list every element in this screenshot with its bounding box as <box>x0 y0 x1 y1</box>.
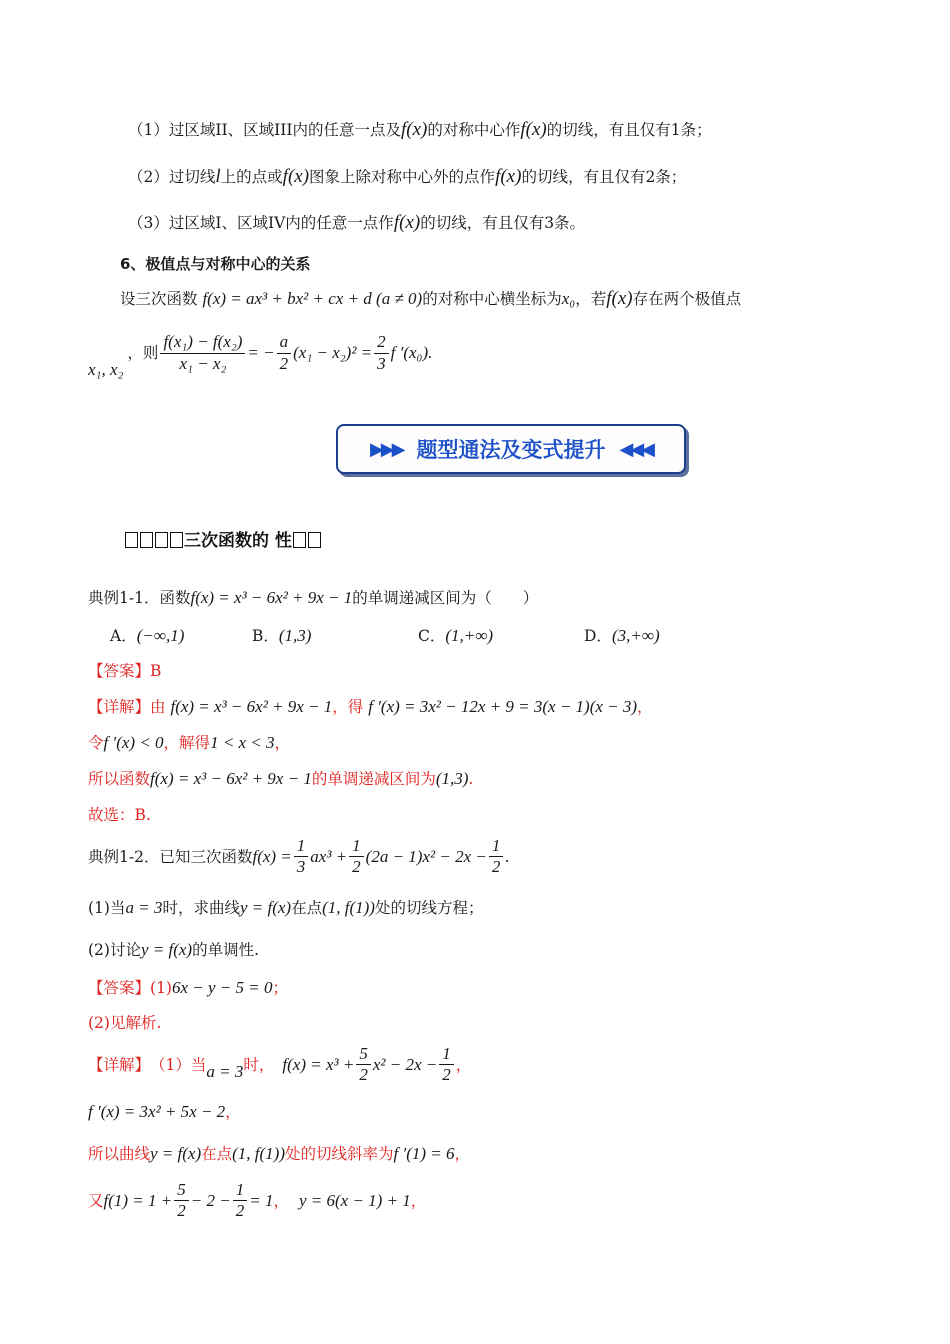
difference-quotient: $\frac{\text{f(x₁) − f(x₂)}}{\text{x₁ − x₂}}$ <box>160 332 245 374</box>
math-fx: f(x) <box>282 166 310 187</box>
example-1-2-part-1: (1)当a = 3时，求曲线y = f(x)在点(1, f(1))处的切线方程； <box>88 898 484 917</box>
example-1-2-detail-3: 所以曲线y = f(x)在点(1, f(1))处的切线斜率为f ′(1) = 6， <box>88 1144 471 1163</box>
example-1-2-answer-2: (2)见解析. <box>88 1014 162 1032</box>
example-1-1-answer: 【答案】B <box>88 662 162 680</box>
example-1-2-question: 典例1-2．已知三次函数 f(x) = $\frac{1}{3}$ ax³ + $\frac{1}{2}$ (2a − 1)x² − 2x − $\frac{1}{2}$ . <box>88 836 510 877</box>
math-fx: f(x) <box>393 212 421 233</box>
banner-title: 题型通法及变式提升 <box>416 438 606 462</box>
topic-heading: 三次函数的 性 <box>124 526 322 551</box>
item-1: （1）过区域II、区域III内的任意一点及f(x)的对称中心作f(x)的切线，有且仅有1条； <box>128 119 712 140</box>
section-6-para-1: 设三次函数 f(x) = ax³ + bx² + cx + d (a ≠ 0)的对称中心横坐标为x₀，若f(x)存在两个极值点 <box>120 288 742 309</box>
section-6-title: 6、极值点与对称中心的关系 <box>120 255 311 273</box>
missing-glyph-icon <box>140 532 153 548</box>
example-1-2-part-2: (2)讨论y = f(x)的单调性. <box>88 940 260 959</box>
example-1-1-detail-3: 所以函数f(x) = x³ − 6x² + 9x − 1的单调递减区间为(1,3). <box>88 769 474 788</box>
example-1-2-answer: 【答案】(1)6x − y − 5 = 0； <box>88 978 289 997</box>
right-arrows-icon: ▶▶▶ <box>369 438 403 460</box>
option-b: B．(1,3) <box>252 626 312 645</box>
math-fx: f(x) <box>400 119 428 140</box>
example-1-1-detail-1: 【详解】由 f(x) = x³ − 6x² + 9x − 1，得 f ′(x) = 3x² − 12x + 9 = 3(x − 1)(x − 3)， <box>88 697 653 716</box>
example-1-1-conclusion: 故选：B. <box>88 806 151 824</box>
missing-glyph-icon <box>125 532 138 548</box>
example-1-1-question: 典例1-1．函数f(x) = x³ − 6x² + 9x − 1的单调递减区间为（ ） <box>88 588 539 607</box>
math-fx: f(x) <box>495 166 522 187</box>
option-c: C．(1,+∞) <box>418 626 494 645</box>
missing-glyph-icon <box>308 532 321 548</box>
example-1-2-detail-4: 又 f(1) = 1 + $\frac{5}{2}$ − 2 − $\frac{1}{2}$ = 1 ， y = 6(x − 1) + 1 ， <box>88 1180 427 1221</box>
left-arrows-icon: ◀◀◀ <box>619 438 653 460</box>
section-banner <box>336 424 686 474</box>
option-d: D．(3,+∞) <box>584 626 660 645</box>
missing-glyph-icon <box>155 532 168 548</box>
math-l: l <box>215 166 221 187</box>
example-1-2-detail-2: f ′(x) = 3x² + 5x − 2， <box>88 1102 241 1121</box>
example-1-2-detail-1: 【详解】 （1）当 a = 3 时， f(x) = x³ + $\frac{5}{2}$ x² − 2x − $\frac{1}{2}$ ， <box>88 1044 472 1085</box>
missing-glyph-icon <box>170 532 183 548</box>
option-a: A．(−∞,1) <box>110 626 185 645</box>
item-2: （2）过切线l上的点或f(x)图象上除对称中心外的点作f(x)的切线，有且仅有2条； <box>128 166 687 187</box>
section-6-para-2: x₁, x₂ ，则 $\frac{\text{f(x₁) − f(x₂)}}{\text{x₁ − x₂}}$ = − $\frac{a}{2}$ (x₁ − x₂)² = $\frac{2}{3}$ f ′(x₀). <box>88 332 433 379</box>
cubic-expression: f(x) = ax³ + bx² + cx + d (a ≠ 0) <box>202 289 423 308</box>
math-fx: f(x) <box>520 119 547 140</box>
missing-glyph-icon <box>293 532 306 548</box>
item-3: （3）过区域I、区域IV内的任意一点作f(x)的切线，有且仅有3条。 <box>128 212 586 233</box>
example-1-1-detail-2: 令f ′(x) < 0，解得1 < x < 3， <box>88 733 291 752</box>
